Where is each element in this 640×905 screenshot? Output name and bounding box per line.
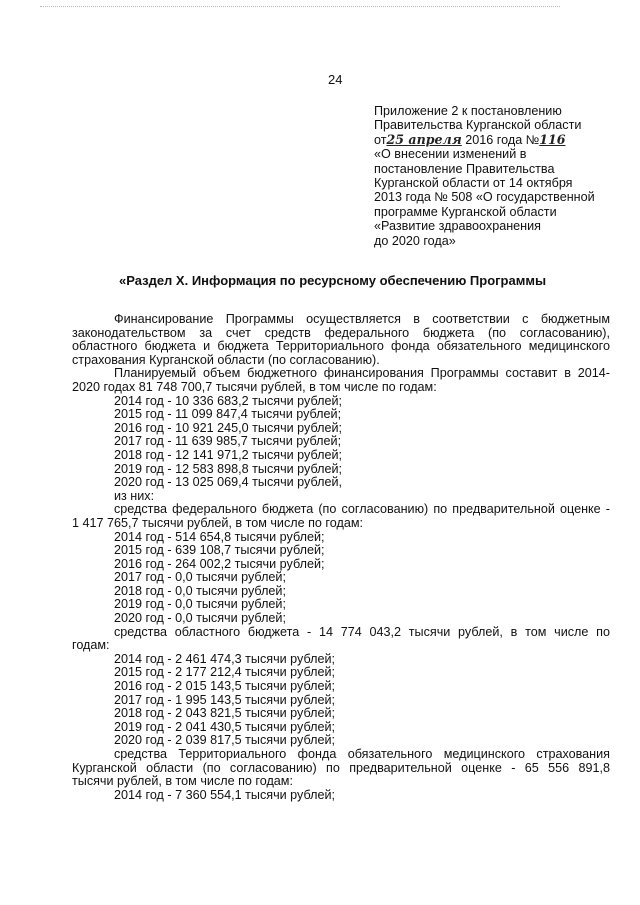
scan-artifact-line — [40, 6, 560, 8]
appendix-line: до 2020 года» — [374, 233, 456, 248]
year-item: 2018 год - 2 043 821,5 тысячи рублей; — [114, 706, 335, 721]
year-item: 2020 год - 2 039 817,5 тысячи рублей; — [114, 733, 335, 748]
appendix-line: «О внесении изменений в — [374, 147, 527, 162]
year-item: 2016 год - 2 015 143,5 тысячи рублей; — [114, 679, 335, 694]
year-item: 2014 год - 7 360 554,1 тысячи рублей; — [114, 787, 335, 802]
year-item: 2016 год - 264 002,2 тысячи рублей; — [114, 556, 325, 571]
handwritten-date: 25 апреля — [386, 131, 462, 147]
year-item: 2020 год - 0,0 тысячи рублей; — [114, 611, 286, 626]
paragraph-line: Планируемый объем бюджетного финансирования Программы составит в 2014- — [114, 366, 610, 381]
section-title: «Раздел X. Информация по ресурсному обеспечению Программы — [119, 273, 547, 288]
appendix-header — [374, 104, 614, 248]
of-them-label: из них: — [114, 488, 155, 503]
paragraph-line: страхования Курганской области (по согласованию). — [72, 352, 380, 367]
appendix-line: Курганской области от 14 октября — [374, 176, 573, 191]
appendix-date-line — [374, 133, 614, 147]
paragraph-line: областного бюджета и бюджета Территориального фонда обязательного медицинского — [72, 339, 610, 354]
handwritten-number: 116 — [539, 131, 566, 147]
year-item: 2020 год - 13 025 069,4 тысячи рублей, — [114, 475, 342, 490]
paragraph-line: средства Территориального фонда обязательного медицинского страхования — [114, 747, 610, 761]
year-item: 2017 год - 11 639 985,7 тысячи рублей; — [114, 434, 342, 449]
paragraph-line: Курганской области (по согласованию) по предварительной оценке - 65 556 891,8 — [72, 760, 610, 775]
year-item: 2014 год - 514 654,8 тысячи рублей; — [114, 529, 325, 544]
paragraph-line: тысячи рублей, в том числе по годам: — [72, 774, 293, 789]
year-item: 2016 год - 10 921 245,0 тысячи рублей; — [114, 420, 342, 435]
year-item: 2019 год - 0,0 тысячи рублей; — [114, 597, 286, 612]
page-number: 24 — [328, 72, 343, 87]
year-item: 2018 год - 0,0 тысячи рублей; — [114, 583, 286, 598]
appendix-line: Правительства Курганской области — [374, 118, 582, 133]
paragraph-line: законодательством за счет средств федерального бюджета (по согласованию), — [72, 325, 610, 340]
appendix-line: Приложение 2 к постановлению — [374, 104, 562, 118]
appendix-line: программе Курганской области — [374, 204, 557, 219]
year-item: 2019 год - 12 583 898,8 тысячи рублей; — [114, 461, 342, 476]
year-item: 2017 год - 0,0 тысячи рублей; — [114, 570, 286, 585]
year-item: 2015 год - 11 099 847,4 тысячи рублей; — [114, 407, 342, 422]
year-item: 2015 год - 2 177 212,4 тысячи рублей; — [114, 665, 335, 680]
year-item: 2014 год - 2 461 474,3 тысячи рублей; — [114, 651, 335, 666]
year-item: 2017 год - 1 995 143,5 тысячи рублей; — [114, 692, 335, 707]
paragraph-line: 2020 годах 81 748 700,7 тысячи рублей, в том числе по годам: — [72, 379, 437, 394]
appendix-line: «Развитие здравоохранения — [374, 219, 541, 234]
paragraph-line: средства областного бюджета - 14 774 043,2 тысячи рублей, в том числе по — [114, 624, 610, 639]
year-item: 2015 год - 639 108,7 тысячи рублей; — [114, 543, 325, 558]
paragraph-line: Финансирование Программы осуществляется в соответствии с бюджетным — [114, 312, 610, 326]
date-suffix: 2016 года № — [465, 132, 540, 147]
date-prefix: от — [374, 132, 387, 147]
year-item: 2019 год - 2 041 430,5 тысячи рублей; — [114, 719, 335, 734]
appendix-line: постановление Правительства — [374, 161, 555, 176]
paragraph-line: средства федерального бюджета (по согласованию) по предварительной оценке - — [114, 502, 610, 517]
year-item: 2014 год - 10 336 683,2 тысячи рублей; — [114, 393, 342, 408]
document-body — [72, 313, 610, 802]
year-item: 2018 год - 12 141 971,2 тысячи рублей; — [114, 447, 342, 462]
paragraph-line: годам: — [72, 638, 110, 653]
appendix-line: 2013 года № 508 «О государственной — [374, 190, 595, 205]
paragraph-line: 1 417 765,7 тысячи рублей, в том числе по годам: — [72, 515, 363, 530]
